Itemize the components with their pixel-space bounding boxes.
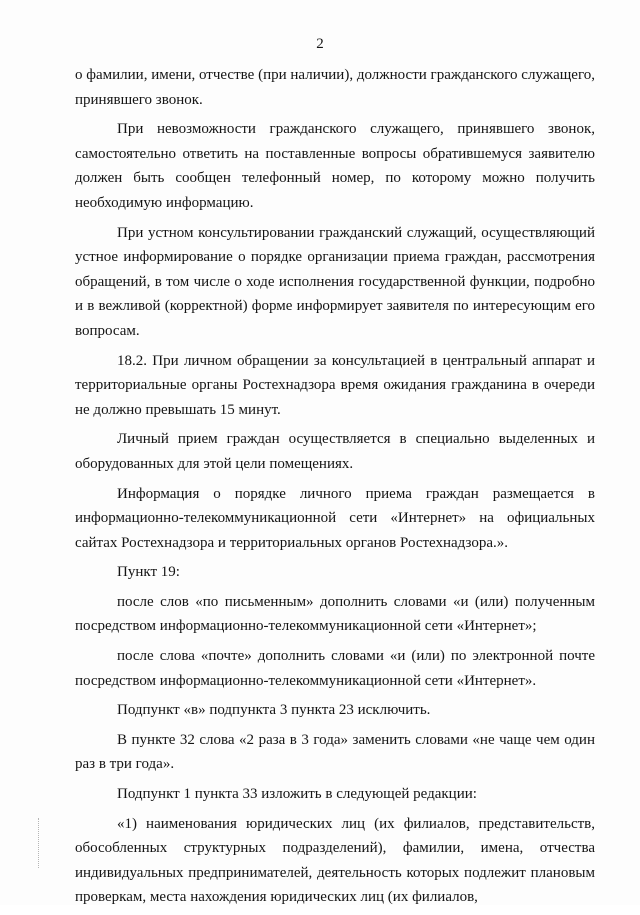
scan-margin-mark: [38, 818, 41, 868]
paragraph-clause-32-replace: В пункте 32 слова «2 раза в 3 года» заменить словами «не чаще чем один раз в три года».: [75, 731, 595, 773]
paragraph-clause-19-mail: после слова «почте» дополнить словами «и (или) по электронной почте посредством информационно-телекоммуникационной сети «Интернет».: [75, 648, 595, 689]
paragraph-clause-33-new-wording: Подпункт 1 пункта 33 изложить в следующей редакции:: [117, 786, 477, 803]
paragraph-clause-19-written: после слов «по письменным» дополнить словами «и (или) полученным посредством информационно-телекоммуникационной сети «Интернет»;: [75, 593, 595, 635]
paragraph-surname-continuation: о фамилии, имени, отчестве (при наличии), должности гражданского служащего, принявшего звонок.: [75, 67, 595, 108]
body-text-block: [75, 63, 595, 915]
paragraph-subclause-23-exclude: Подпункт «в» подпункта 3 пункта 23 исключить.: [117, 702, 431, 719]
paragraph-personal-reception-premises: Личный прием граждан осуществляется в специально выделенных и оборудованных для этой цели помещениях.: [75, 431, 595, 472]
paragraph-18-2-waiting-time: 18.2. При личном обращении за консультацией в центральный аппарат и территориальные органы Ростехнадзора время ожидания гражданина в очереди не должно превышать 15 минут.: [75, 352, 595, 418]
paragraph-oral-consultation: При устном консультировании гражданский служащий, осуществляющий устное информирование о порядке организации приема граждан, рассмотрения обращений, в том числе о ходе исполнения государственной функции, подробно и в вежливой (корректной) форме информирует заявителя по интересующим его вопросам.: [75, 224, 595, 339]
paragraph-clause-19-heading: Пункт 19:: [117, 564, 180, 581]
paragraph-reception-info-internet: Информация о порядке личного приема граждан размещается в информационно-телекоммуникационной сети «Интернет» на официальных сайтах Ростехнадзора и территориальных органов Ростехнадзора.».: [75, 485, 595, 551]
page-number: 2: [316, 36, 324, 52]
paragraph-impossibility-to-answer: При невозможности гражданского служащего, принявшего звонок, самостоятельно ответить на поставленные вопросы обратившемуся заявителю должен быть сообщен телефонный номер, по которому можно получить необходимую информацию.: [75, 121, 595, 211]
paragraph-clause-33-item-1: «1) наименования юридических лиц (их филиалов, представительств, обособленных структурных подразделений), фамилии, имена, отчества индивидуальных предпринимателей, деятельность которых подлежит плановым проверкам, места нахождения юридических лиц (их филиалов,: [75, 815, 595, 906]
